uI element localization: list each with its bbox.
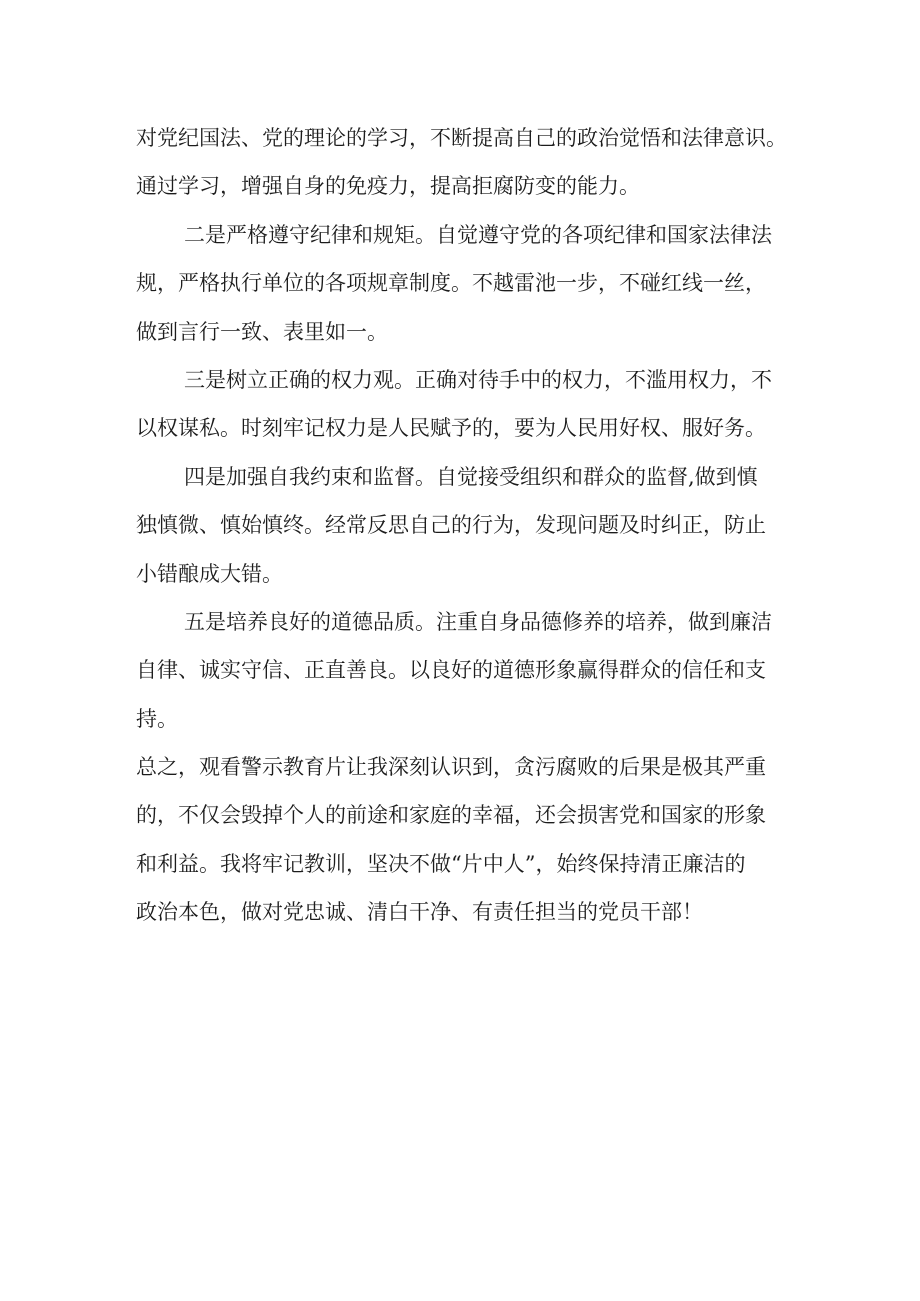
text-line: 持。 bbox=[136, 706, 178, 731]
text-line: 政治本色，做对党忠诚、清白干净、有责任担当的党员干部！ bbox=[136, 900, 703, 925]
text-line: 做到言行一致、表里如一。 bbox=[136, 319, 388, 344]
paragraph-conclusion bbox=[136, 743, 804, 937]
text-line: 以权谋私。时刻牢记权力是人民赋予的，要为人民用好权、服好务。 bbox=[136, 416, 766, 441]
paragraph-power bbox=[136, 356, 804, 453]
text-line: 四是加强自我约束和监督。自觉接受组织和群众的监督,做到慎 bbox=[184, 464, 758, 489]
paragraph-study bbox=[136, 114, 804, 211]
text-line: 小错酿成大错。 bbox=[136, 561, 283, 586]
text-line: 独慎微、慎始慎终。经常反思自己的行为，发现问题及时纠正，防止 bbox=[136, 513, 766, 538]
paragraph-discipline bbox=[136, 211, 804, 356]
text-line: 规，严格执行单位的各项规章制度。不越雷池一步，不碰红线一丝， bbox=[136, 271, 766, 296]
text-line: 对党纪国法、党的理论的学习，不断提高自己的政治觉悟和法律意识。 bbox=[136, 126, 787, 150]
text-line: 三是树立正确的权力观。正确对待手中的权力，不滥用权力，不 bbox=[184, 367, 772, 392]
paragraph-supervision bbox=[136, 453, 804, 598]
text-line: 总之，观看警示教育片让我深刻认识到，贪污腐败的后果是极其严重 bbox=[136, 755, 766, 780]
text-line: 自律、诚实守信、正直善良。以良好的道德形象赢得群众的信任和支 bbox=[136, 658, 766, 683]
text-line: 通过学习，增强自身的免疫力，提高拒腐防变的能力。 bbox=[136, 174, 640, 199]
text-line: 的，不仅会毁掉个人的前途和家庭的幸福，还会损害党和国家的形象 bbox=[136, 803, 766, 828]
paragraph-morality bbox=[136, 598, 804, 743]
text-line: 二是严格遵守纪律和规矩。自觉遵守党的各项纪律和国家法律法 bbox=[184, 222, 772, 247]
text-line: 五是培养良好的道德品质。注重自身品德修养的培养，做到廉洁 bbox=[184, 609, 772, 634]
document-body bbox=[136, 114, 804, 937]
text-line: 和利益。我将牢记教训，坚决不做“片中人”，始终保持清正廉洁的 bbox=[136, 851, 746, 876]
